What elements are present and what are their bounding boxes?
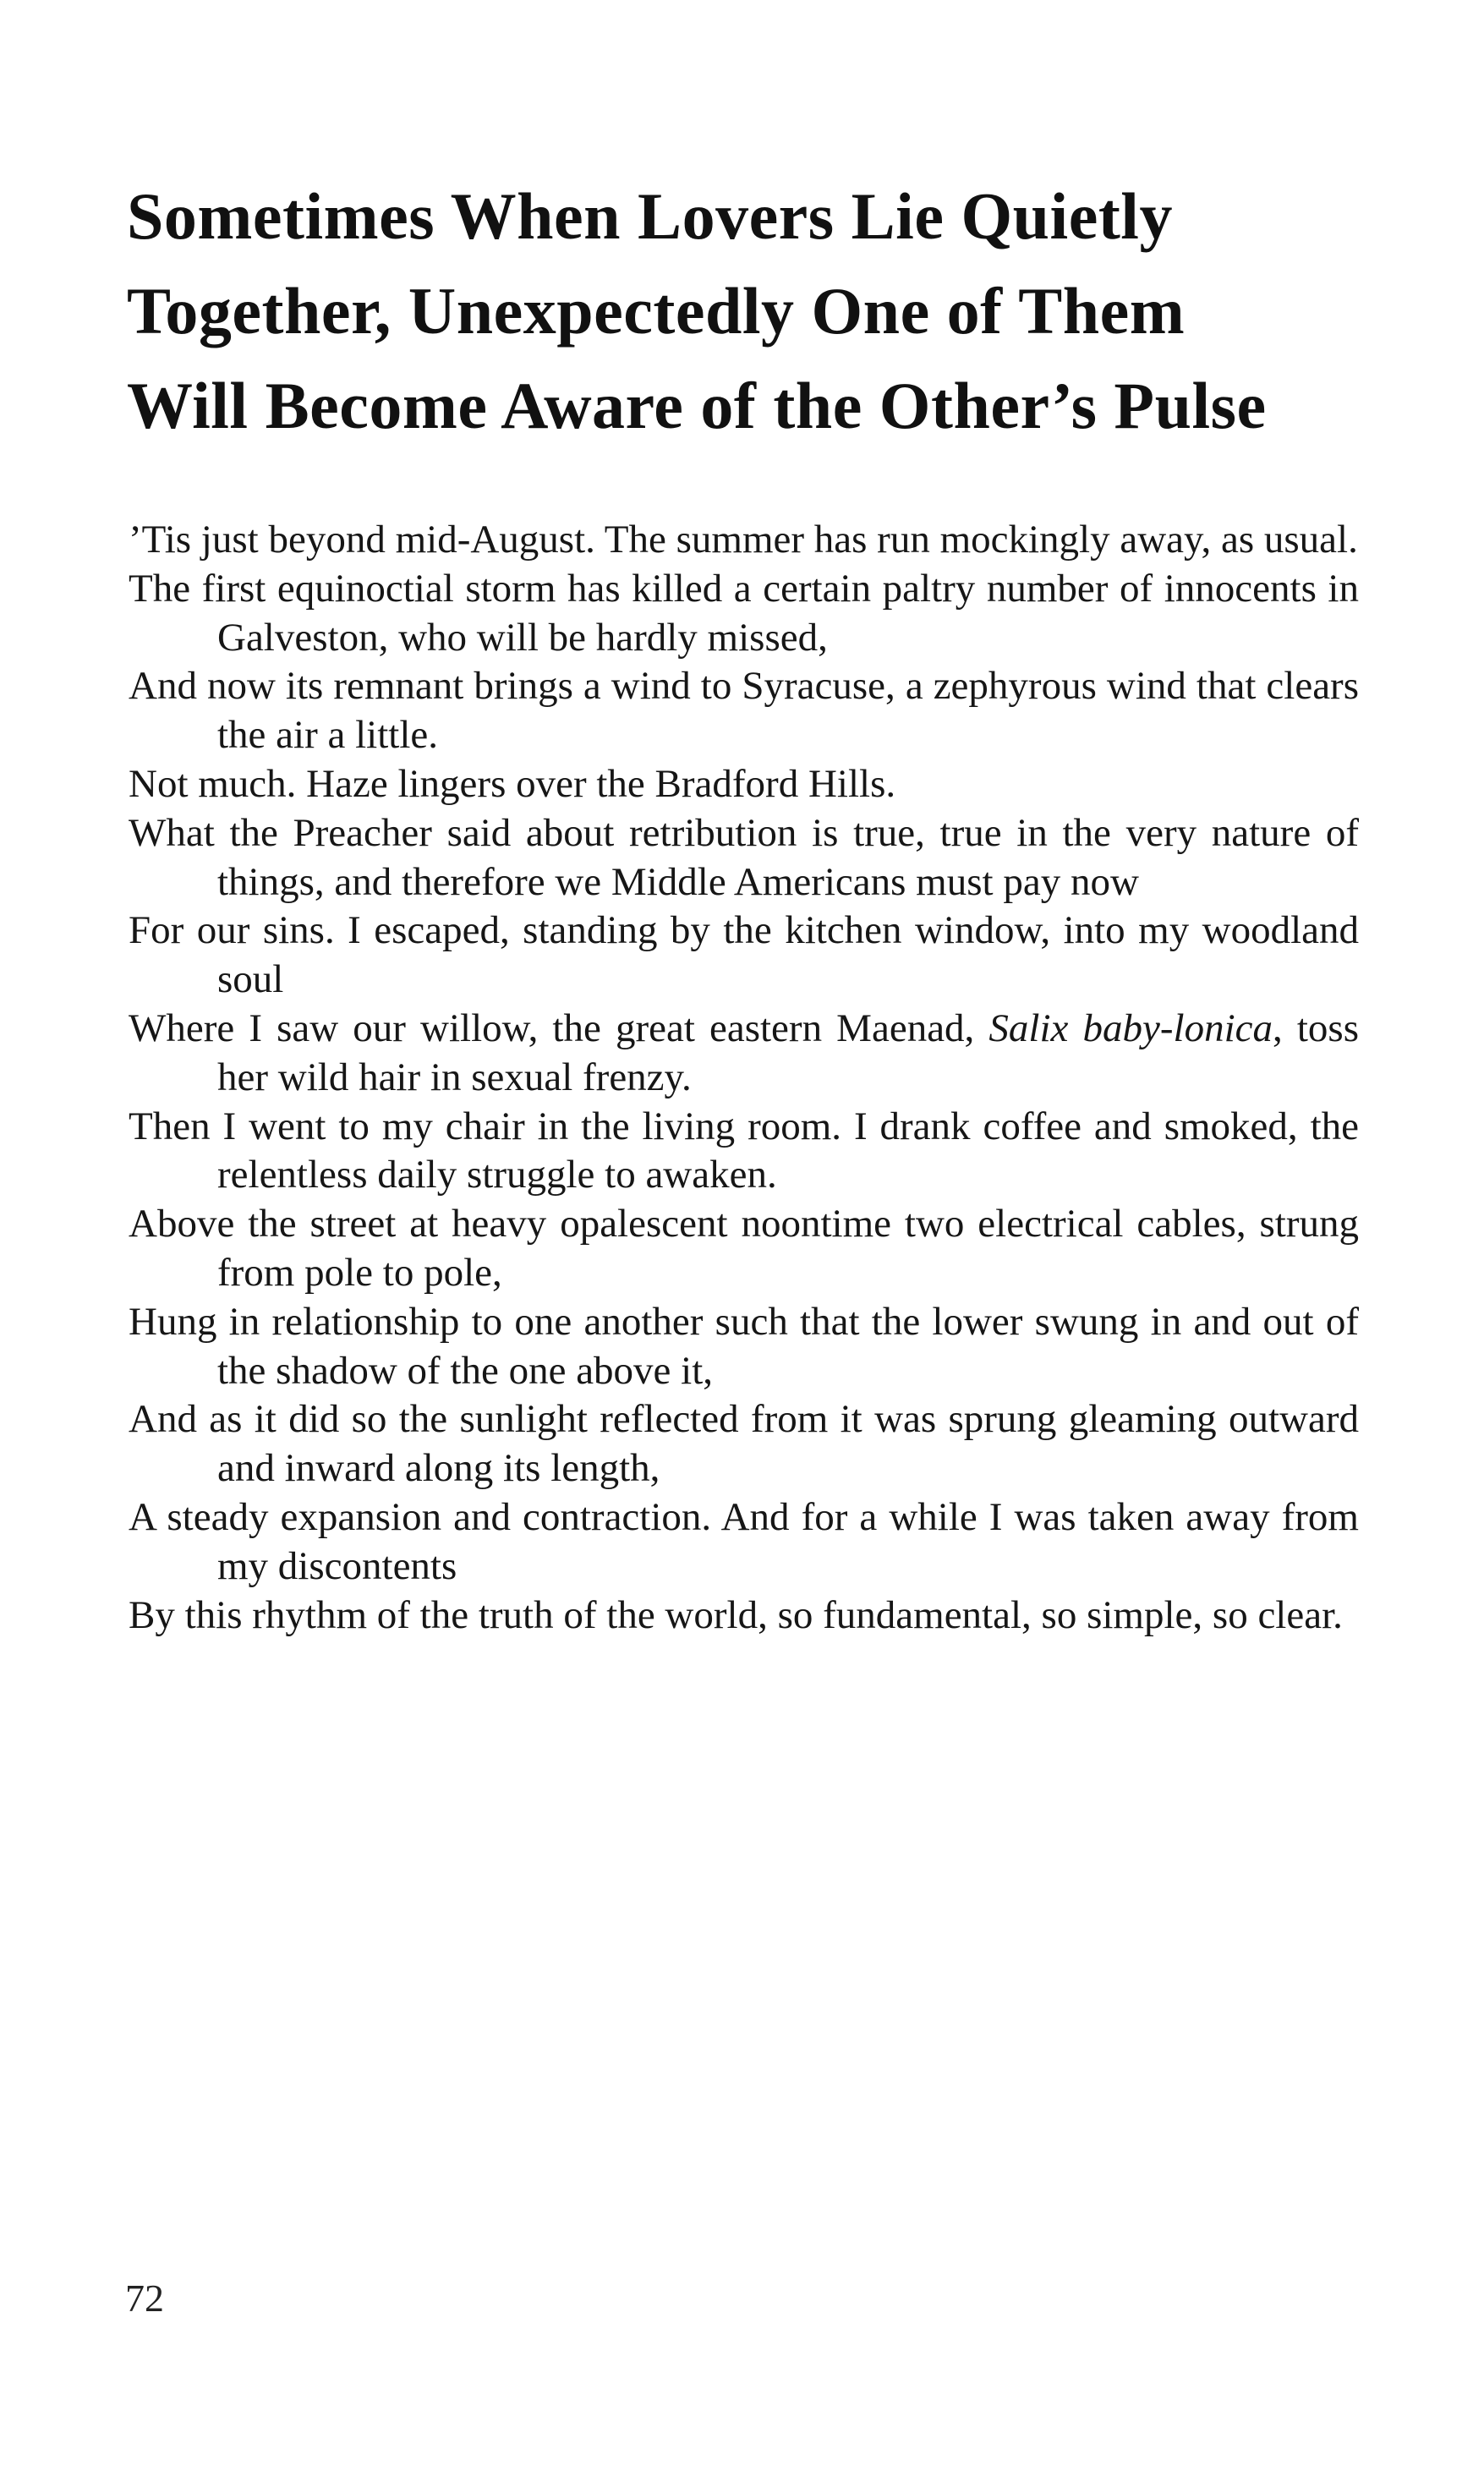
line-text: Then I went to my chair in the living room. I drank coffee and smoked, the relentless daily struggle to awaken. (129, 1104, 1359, 1197)
poem-line (129, 1005, 1359, 1103)
poem-line (129, 1493, 1359, 1592)
poem-line (129, 1298, 1359, 1396)
title-line: Together, Unexpectedly One of Them (127, 274, 1186, 348)
page-number: 72 (125, 2277, 164, 2320)
line-text: By this rhythm of the truth of the world, so fundamental, so simple, so clear. (129, 1592, 1343, 1637)
poem-line (129, 662, 1359, 760)
line-text: Hung in relationship to one another such that the lower swung in and out of the shadow of the one above it, (129, 1299, 1359, 1393)
poem-line (129, 760, 1359, 809)
poem-line (129, 1592, 1359, 1641)
line-text: ’Tis just beyond mid-August. The summer has run mockingly away, as usual. (129, 518, 1358, 562)
title-line: Will Become Aware of the Other’s Pulse (127, 369, 1267, 442)
poem-line (129, 565, 1359, 663)
poem-line (129, 1395, 1359, 1493)
line-text: A steady expansion and contraction. And for a while I was taken away from my discontents (129, 1494, 1359, 1588)
poem-line (129, 1103, 1359, 1201)
line-text: Above the street at heavy opalescent noontime two electrical cables, strung from pole to pole, (129, 1202, 1359, 1295)
line-text: For our sins. I escaped, standing by the kitchen window, into my woodland soul (129, 908, 1359, 1002)
line-text: And now its remnant brings a wind to Syracuse, a zephyrous wind that clears the air a little. (129, 664, 1359, 758)
poem-line (129, 516, 1359, 565)
poem-line (129, 907, 1359, 1005)
line-text: Where I saw our willow, the great eastern Maenad, (129, 1005, 989, 1050)
line-text: And as it did so the sunlight reflected from it was sprung gleaming outward and inward along its length, (129, 1397, 1359, 1491)
poem-line (129, 809, 1359, 907)
line-text: What the Preacher said about retribution is true, true in the very nature of things, and therefore we Middle Americans must pay now (129, 810, 1359, 904)
poem-title (127, 169, 1378, 453)
poem-body (129, 516, 1359, 1640)
italic-phrase: Salix baby-lonica (988, 1005, 1273, 1050)
line-text: , toss her wild hair in sexual frenzy. (217, 1005, 1359, 1099)
poem-line (129, 1200, 1359, 1298)
line-text: The first equinoctial storm has killed a certain paltry number of innocents in Galveston, who will be hardly missed, (129, 566, 1359, 660)
line-text: Not much. Haze lingers over the Bradford Hills. (129, 761, 896, 806)
title-line: Sometimes When Lovers Lie Quietly (127, 179, 1173, 253)
